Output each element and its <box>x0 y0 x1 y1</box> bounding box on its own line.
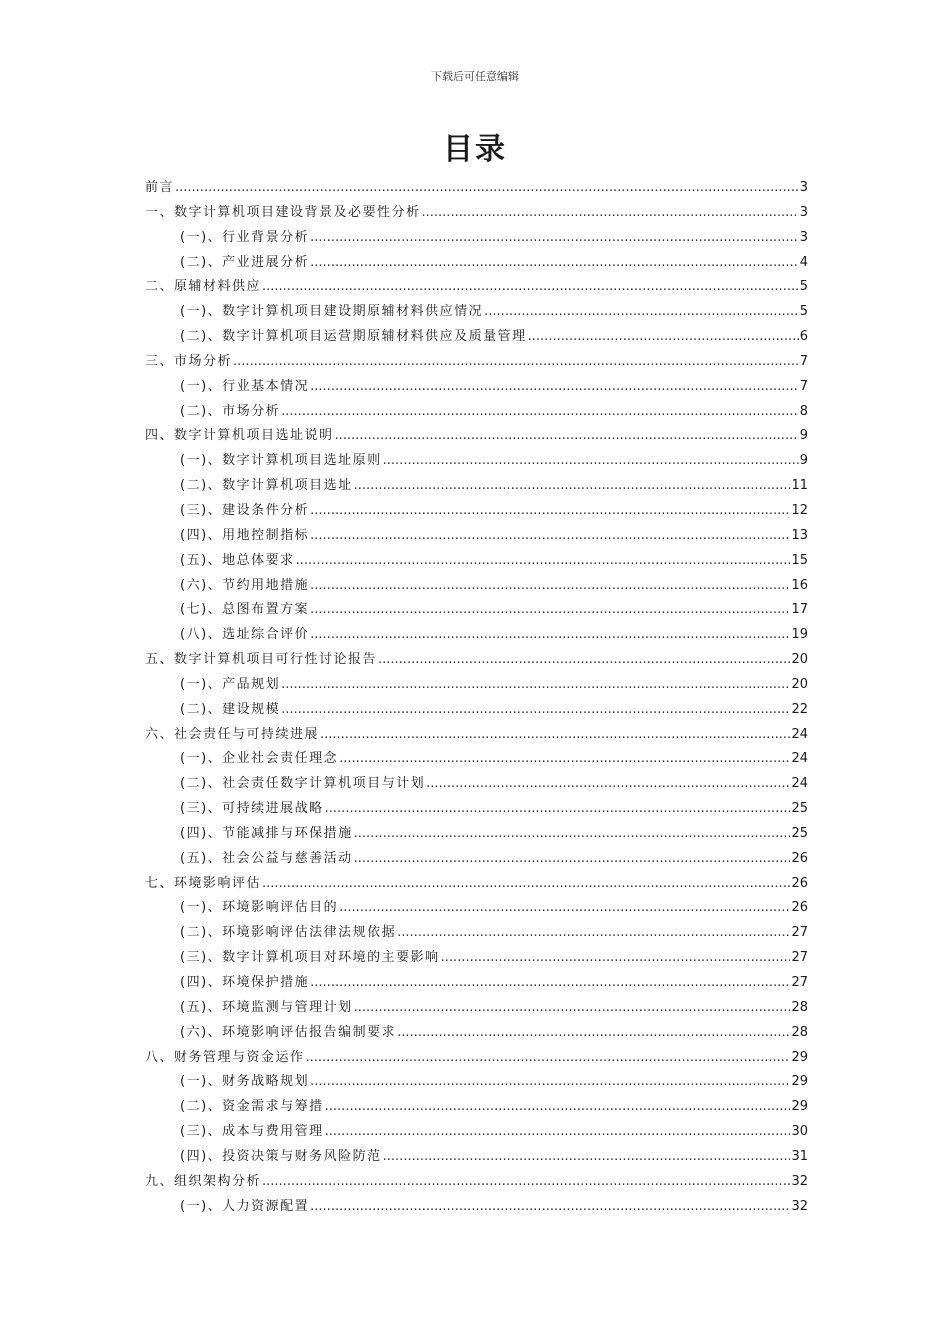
toc-entry[interactable] <box>145 623 808 648</box>
toc-entry-title: 二、原辅材料供应 <box>145 279 262 295</box>
toc-entry-page-number: 12 <box>791 502 808 518</box>
toc-dot-leader <box>383 449 799 474</box>
toc-entry-page-number: 26 <box>791 900 808 916</box>
toc-entry-title: (四)、投资决策与财务风险防范 <box>180 1148 382 1164</box>
toc-dot-leader <box>354 474 791 499</box>
toc-dot-leader <box>310 598 790 623</box>
toc-entry[interactable] <box>145 350 808 375</box>
toc-entry-title: 九、组织架构分析 <box>145 1173 262 1189</box>
toc-entry-title: (三)、建设条件分析 <box>180 502 310 518</box>
toc-dot-leader <box>281 698 790 723</box>
toc-entry-page-number: 5 <box>799 304 808 320</box>
toc-dot-leader <box>354 996 791 1021</box>
toc-dot-leader <box>310 574 790 599</box>
toc-entry-page-number: 3 <box>799 180 808 195</box>
toc-entry-title: (二)、资金需求与筹措 <box>180 1099 324 1115</box>
toc-entry-page-number: 24 <box>791 751 808 767</box>
toc-dot-leader <box>310 623 790 648</box>
toc-entry[interactable] <box>145 1145 808 1170</box>
toc-entry[interactable] <box>145 474 808 499</box>
toc-entry[interactable] <box>145 1195 808 1220</box>
toc-entry-title: (一)、数字计算机项目选址原则 <box>180 453 382 469</box>
toc-entry-title: (五)、地总体要求 <box>180 552 295 568</box>
toc-entry[interactable] <box>145 1095 808 1120</box>
toc-entry-title: (五)、社会公益与慈善活动 <box>180 850 353 866</box>
toc-entry-title: (六)、环境影响评估报告编制要求 <box>180 1024 397 1040</box>
toc-entry-page-number: 6 <box>799 329 808 345</box>
toc-dot-leader <box>310 524 790 549</box>
toc-entry-page-number: 11 <box>791 478 808 494</box>
toc-entry-page-number: 13 <box>791 527 808 543</box>
toc-dot-leader <box>310 375 799 400</box>
toc-dot-leader <box>339 747 790 772</box>
toc-entry-title: (四)、环境保护措施 <box>180 975 310 990</box>
toc-dot-leader <box>175 176 799 201</box>
toc-entry-title: (四)、节能减排与环保措施 <box>180 825 353 841</box>
toc-dot-leader <box>233 350 799 375</box>
toc-dot-leader <box>325 1120 791 1145</box>
toc-entry-page-number: 8 <box>799 403 808 419</box>
toc-dot-leader <box>383 1145 791 1170</box>
toc-entry-title: (三)、数字计算机项目对环境的主要影响 <box>180 950 440 966</box>
toc-entry-title: (二)、建设规模 <box>180 701 281 717</box>
toc-entry[interactable] <box>145 499 808 524</box>
toc-dot-leader <box>335 424 799 449</box>
toc-dot-leader <box>354 822 791 847</box>
toc-entry-page-number: 27 <box>791 950 808 966</box>
toc-entry[interactable] <box>145 251 808 276</box>
toc-dot-leader <box>325 1095 791 1120</box>
toc-entry-page-number: 5 <box>799 279 808 295</box>
toc-entry[interactable] <box>145 747 808 772</box>
toc-entry-title: (一)、行业背景分析 <box>180 229 310 245</box>
toc-dot-leader <box>426 772 790 797</box>
toc-entry[interactable] <box>145 1170 808 1195</box>
toc-entry-page-number: 4 <box>799 254 808 270</box>
toc-entry-title: (一)、数字计算机项目建设期原辅材料供应情况 <box>180 304 484 320</box>
toc-dot-leader <box>310 971 790 996</box>
toc-entry-page-number: 32 <box>791 1198 808 1214</box>
toc-entry-page-number: 19 <box>791 627 808 643</box>
toc-entry[interactable] <box>145 400 808 425</box>
toc-dot-leader <box>320 723 790 748</box>
toc-entry-title: (五)、环境监测与管理计划 <box>180 999 353 1015</box>
toc-entry-page-number: 9 <box>799 428 808 444</box>
toc-entry-page-number: 22 <box>791 701 808 717</box>
toc-entry-page-number: 3 <box>799 229 808 245</box>
toc-entry[interactable] <box>145 574 808 599</box>
toc-dot-leader <box>310 251 799 276</box>
toc-entry-title: (一)、企业社会责任理念 <box>180 751 339 767</box>
toc-entry-page-number: 7 <box>799 378 808 394</box>
toc-entry[interactable] <box>145 896 808 921</box>
toc-entry-page-number: 24 <box>791 726 808 742</box>
toc-dot-leader <box>528 325 799 350</box>
toc-entry[interactable] <box>145 176 808 201</box>
toc-entry-page-number: 16 <box>791 577 808 593</box>
toc-dot-leader <box>262 275 799 300</box>
toc-entry-page-number: 20 <box>791 652 808 668</box>
toc-entry-title: (一)、环境影响评估目的 <box>180 900 339 916</box>
toc-entry-title: (一)、行业基本情况 <box>180 378 310 394</box>
toc-entry[interactable] <box>145 226 808 251</box>
toc-dot-leader <box>296 549 791 574</box>
toc-dot-leader <box>281 673 790 698</box>
toc-entry[interactable] <box>145 847 808 872</box>
toc-dot-leader <box>441 946 791 971</box>
toc-entry[interactable] <box>145 946 808 971</box>
table-of-contents <box>145 176 808 1219</box>
toc-dot-leader <box>310 226 799 251</box>
toc-entry-page-number: 27 <box>791 925 808 941</box>
toc-dot-leader <box>484 300 799 325</box>
toc-entry[interactable] <box>145 822 808 847</box>
toc-entry-page-number: 24 <box>791 776 808 792</box>
toc-entry[interactable] <box>145 1046 808 1071</box>
toc-entry-title: (七)、总图布置方案 <box>180 602 310 618</box>
toc-entry-page-number: 17 <box>791 602 808 618</box>
toc-entry[interactable] <box>145 698 808 723</box>
toc-entry-page-number: 20 <box>791 676 808 692</box>
toc-entry-page-number: 28 <box>791 999 808 1015</box>
toc-entry-title: (二)、社会责任数字计算机项目与计划 <box>180 776 426 792</box>
toc-dot-leader <box>306 1046 791 1071</box>
toc-dot-leader <box>397 921 790 946</box>
toc-entry-title: (一)、人力资源配置 <box>180 1198 310 1214</box>
toc-entry-title: (一)、财务战略规划 <box>180 1074 310 1090</box>
toc-entry[interactable] <box>145 598 808 623</box>
toc-dot-leader <box>422 201 799 226</box>
toc-entry[interactable] <box>145 449 808 474</box>
header-note: 下载后可任意编辑 <box>431 70 519 83</box>
toc-entry[interactable] <box>145 971 808 996</box>
toc-entry-page-number: 25 <box>791 825 808 841</box>
page-title: 目录 <box>443 132 507 167</box>
toc-entry[interactable] <box>145 648 808 673</box>
toc-entry-title: 七、环境影响评估 <box>145 875 262 891</box>
toc-dot-leader <box>262 1170 790 1195</box>
toc-entry[interactable] <box>145 872 808 897</box>
toc-entry-title: 八、财务管理与资金运作 <box>145 1049 305 1065</box>
toc-dot-leader <box>281 400 799 425</box>
toc-entry-page-number: 25 <box>791 801 808 817</box>
toc-entry-page-number: 9 <box>799 453 808 469</box>
toc-entry-page-number: 7 <box>799 353 808 369</box>
toc-entry[interactable] <box>145 375 808 400</box>
toc-entry-title: (二)、产业进展分析 <box>180 254 310 270</box>
toc-entry-page-number: 32 <box>791 1173 808 1189</box>
toc-entry-title: 五、数字计算机项目可行性讨论报告 <box>145 652 378 668</box>
toc-entry-page-number: 28 <box>791 1024 808 1040</box>
toc-entry-title: (八)、选址综合评价 <box>180 627 310 643</box>
toc-entry-title: (四)、用地控制指标 <box>180 527 310 543</box>
toc-entry[interactable] <box>145 1070 808 1095</box>
toc-entry[interactable] <box>145 201 808 226</box>
toc-entry-title: 四、数字计算机项目选址说明 <box>145 428 334 444</box>
toc-entry-page-number: 29 <box>791 1049 808 1065</box>
toc-entry[interactable] <box>145 921 808 946</box>
toc-entry-page-number: 3 <box>799 204 808 220</box>
toc-entry[interactable] <box>145 275 808 300</box>
toc-entry-title: 三、市场分析 <box>145 353 233 369</box>
toc-entry[interactable] <box>145 424 808 449</box>
toc-entry[interactable] <box>145 300 808 325</box>
toc-dot-leader <box>310 499 790 524</box>
toc-entry-title: 一、数字计算机项目建设背景及必要性分析 <box>145 204 421 220</box>
toc-entry-title: (二)、环境影响评估法律法规依据 <box>180 925 397 941</box>
toc-entry-page-number: 30 <box>791 1124 808 1140</box>
toc-entry[interactable] <box>145 549 808 574</box>
toc-entry-title: 六、社会责任与可持续进展 <box>145 726 320 742</box>
toc-entry-title: (三)、可持续进展战略 <box>180 801 324 817</box>
toc-entry-title: 前言 <box>145 180 175 195</box>
toc-dot-leader <box>354 847 791 872</box>
toc-entry-page-number: 26 <box>791 850 808 866</box>
toc-entry[interactable] <box>145 673 808 698</box>
toc-entry-title: (二)、数字计算机项目选址 <box>180 478 353 494</box>
toc-entry-page-number: 26 <box>791 875 808 891</box>
toc-entry[interactable] <box>145 723 808 748</box>
toc-entry[interactable] <box>145 797 808 822</box>
toc-dot-leader <box>378 648 790 673</box>
toc-dot-leader <box>262 872 790 897</box>
toc-entry-title: (三)、成本与费用管理 <box>180 1124 324 1140</box>
toc-entry-title: (一)、产品规划 <box>180 676 281 692</box>
toc-entry-page-number: 31 <box>791 1148 808 1164</box>
toc-dot-leader <box>325 797 791 822</box>
toc-entry[interactable] <box>145 996 808 1021</box>
toc-entry[interactable] <box>145 325 808 350</box>
toc-dot-leader <box>339 896 790 921</box>
toc-entry-title: (二)、市场分析 <box>180 403 281 419</box>
toc-entry-page-number: 29 <box>791 1074 808 1090</box>
toc-dot-leader <box>397 1021 790 1046</box>
toc-entry-title: (六)、节约用地措施 <box>180 577 310 593</box>
toc-entry-title: (二)、数字计算机项目运营期原辅材料供应及质量管理 <box>180 329 527 345</box>
toc-entry-page-number: 29 <box>791 1099 808 1115</box>
toc-entry[interactable] <box>145 524 808 549</box>
toc-entry[interactable] <box>145 1120 808 1145</box>
toc-dot-leader <box>310 1195 790 1220</box>
toc-entry[interactable] <box>145 1021 808 1046</box>
toc-dot-leader <box>310 1070 790 1095</box>
toc-entry-page-number: 27 <box>791 975 808 990</box>
toc-entry-page-number: 15 <box>791 552 808 568</box>
toc-entry[interactable] <box>145 772 808 797</box>
